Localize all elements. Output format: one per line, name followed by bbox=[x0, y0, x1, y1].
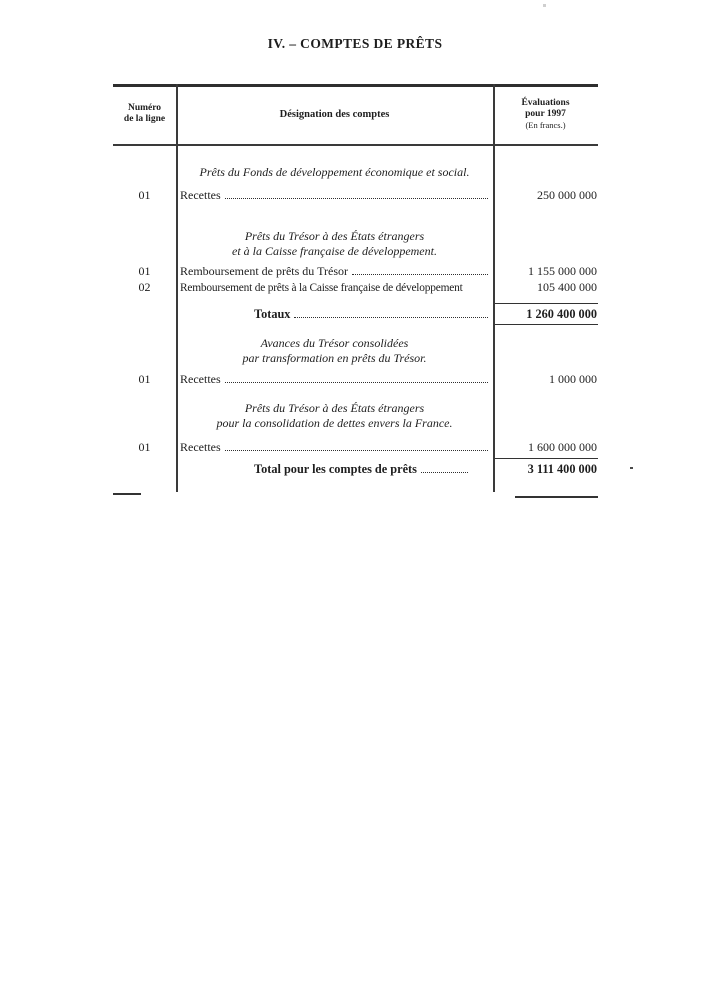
section-heading-line: Prêts du Trésor à des États étrangers bbox=[244, 229, 425, 243]
header-unit-note: (En francs.) bbox=[525, 119, 566, 130]
table-top-rule bbox=[113, 84, 598, 87]
table-body bbox=[113, 165, 598, 479]
table-bottom-right-mark bbox=[515, 496, 598, 498]
grand-total-row bbox=[113, 458, 598, 479]
row-value: 105 400 000 bbox=[537, 280, 597, 294]
row-label: Totaux bbox=[254, 307, 291, 321]
table-row bbox=[113, 279, 598, 296]
row-designation-cell bbox=[176, 306, 493, 322]
dot-leader bbox=[352, 274, 488, 275]
row-designation-cell bbox=[176, 263, 493, 279]
row-number: 01 bbox=[138, 440, 151, 454]
column-header-designation: Désignation des comptes bbox=[279, 108, 390, 120]
table-bottom-left-mark bbox=[113, 493, 141, 495]
row-label: Total pour les comptes de prêts bbox=[254, 461, 417, 476]
dot-leader bbox=[225, 198, 488, 199]
row-label: Recettes bbox=[180, 440, 221, 454]
row-value: 1 260 400 000 bbox=[493, 303, 598, 325]
row-designation-cell bbox=[176, 187, 493, 203]
table-row bbox=[113, 439, 598, 455]
table-row bbox=[113, 187, 598, 203]
row-label: Recettes bbox=[180, 188, 221, 202]
header-bottom-rule bbox=[113, 144, 598, 146]
row-value: 1 000 000 bbox=[549, 372, 597, 386]
column-header-line-number bbox=[113, 103, 176, 125]
section-heading bbox=[176, 165, 493, 180]
page-title: IV. – COMPTES DE PRÊTS bbox=[267, 36, 443, 51]
row-label: Recettes bbox=[180, 372, 221, 386]
row-value: 3 111 400 000 bbox=[493, 458, 598, 479]
table-row bbox=[113, 263, 598, 279]
row-designation-cell bbox=[176, 280, 493, 296]
section-heading-line: par transformation en prêts du Trésor. bbox=[242, 351, 427, 365]
section-heading bbox=[176, 336, 493, 366]
scan-speck bbox=[630, 467, 633, 469]
row-label: Remboursement de prêts du Trésor bbox=[180, 264, 348, 278]
loans-table bbox=[113, 84, 598, 479]
row-number: 02 bbox=[138, 280, 151, 294]
dot-leader bbox=[225, 382, 488, 383]
totals-row bbox=[113, 303, 598, 325]
section-heading-line: Avances du Trésor consolidées bbox=[260, 336, 409, 350]
section-heading-line: pour la consolidation de dettes envers la France. bbox=[216, 416, 453, 430]
header-line: pour 1997 bbox=[525, 108, 566, 119]
dot-leader bbox=[225, 450, 488, 451]
row-value: 1 600 000 000 bbox=[528, 440, 597, 454]
header-line: de la ligne bbox=[123, 114, 166, 124]
section-heading-line: Prêts du Fonds de développement économique et social. bbox=[199, 165, 470, 179]
section-heading bbox=[176, 401, 493, 431]
row-label: Remboursement de prêts à la Caisse française de développement bbox=[180, 282, 463, 294]
row-designation-cell bbox=[176, 439, 493, 455]
row-value: 250 000 000 bbox=[537, 188, 597, 202]
row-number: 01 bbox=[138, 372, 151, 386]
table-header-row bbox=[113, 84, 598, 144]
row-value: 1 155 000 000 bbox=[528, 264, 597, 278]
column-header-evaluations bbox=[493, 98, 598, 131]
row-designation-cell bbox=[176, 461, 493, 477]
dot-leader bbox=[294, 317, 488, 318]
row-number: 01 bbox=[138, 264, 151, 278]
table-row bbox=[113, 371, 598, 387]
section-heading bbox=[176, 229, 493, 259]
section-heading-line: Prêts du Trésor à des États étrangers bbox=[244, 401, 425, 415]
section-heading-line: et à la Caisse française de développement. bbox=[232, 244, 437, 258]
row-number: 01 bbox=[138, 188, 151, 202]
header-line: Numéro bbox=[127, 103, 162, 113]
header-line: Évaluations bbox=[521, 97, 570, 108]
row-designation-cell bbox=[176, 371, 493, 387]
dot-leader bbox=[421, 472, 468, 473]
scan-speck bbox=[543, 4, 546, 7]
